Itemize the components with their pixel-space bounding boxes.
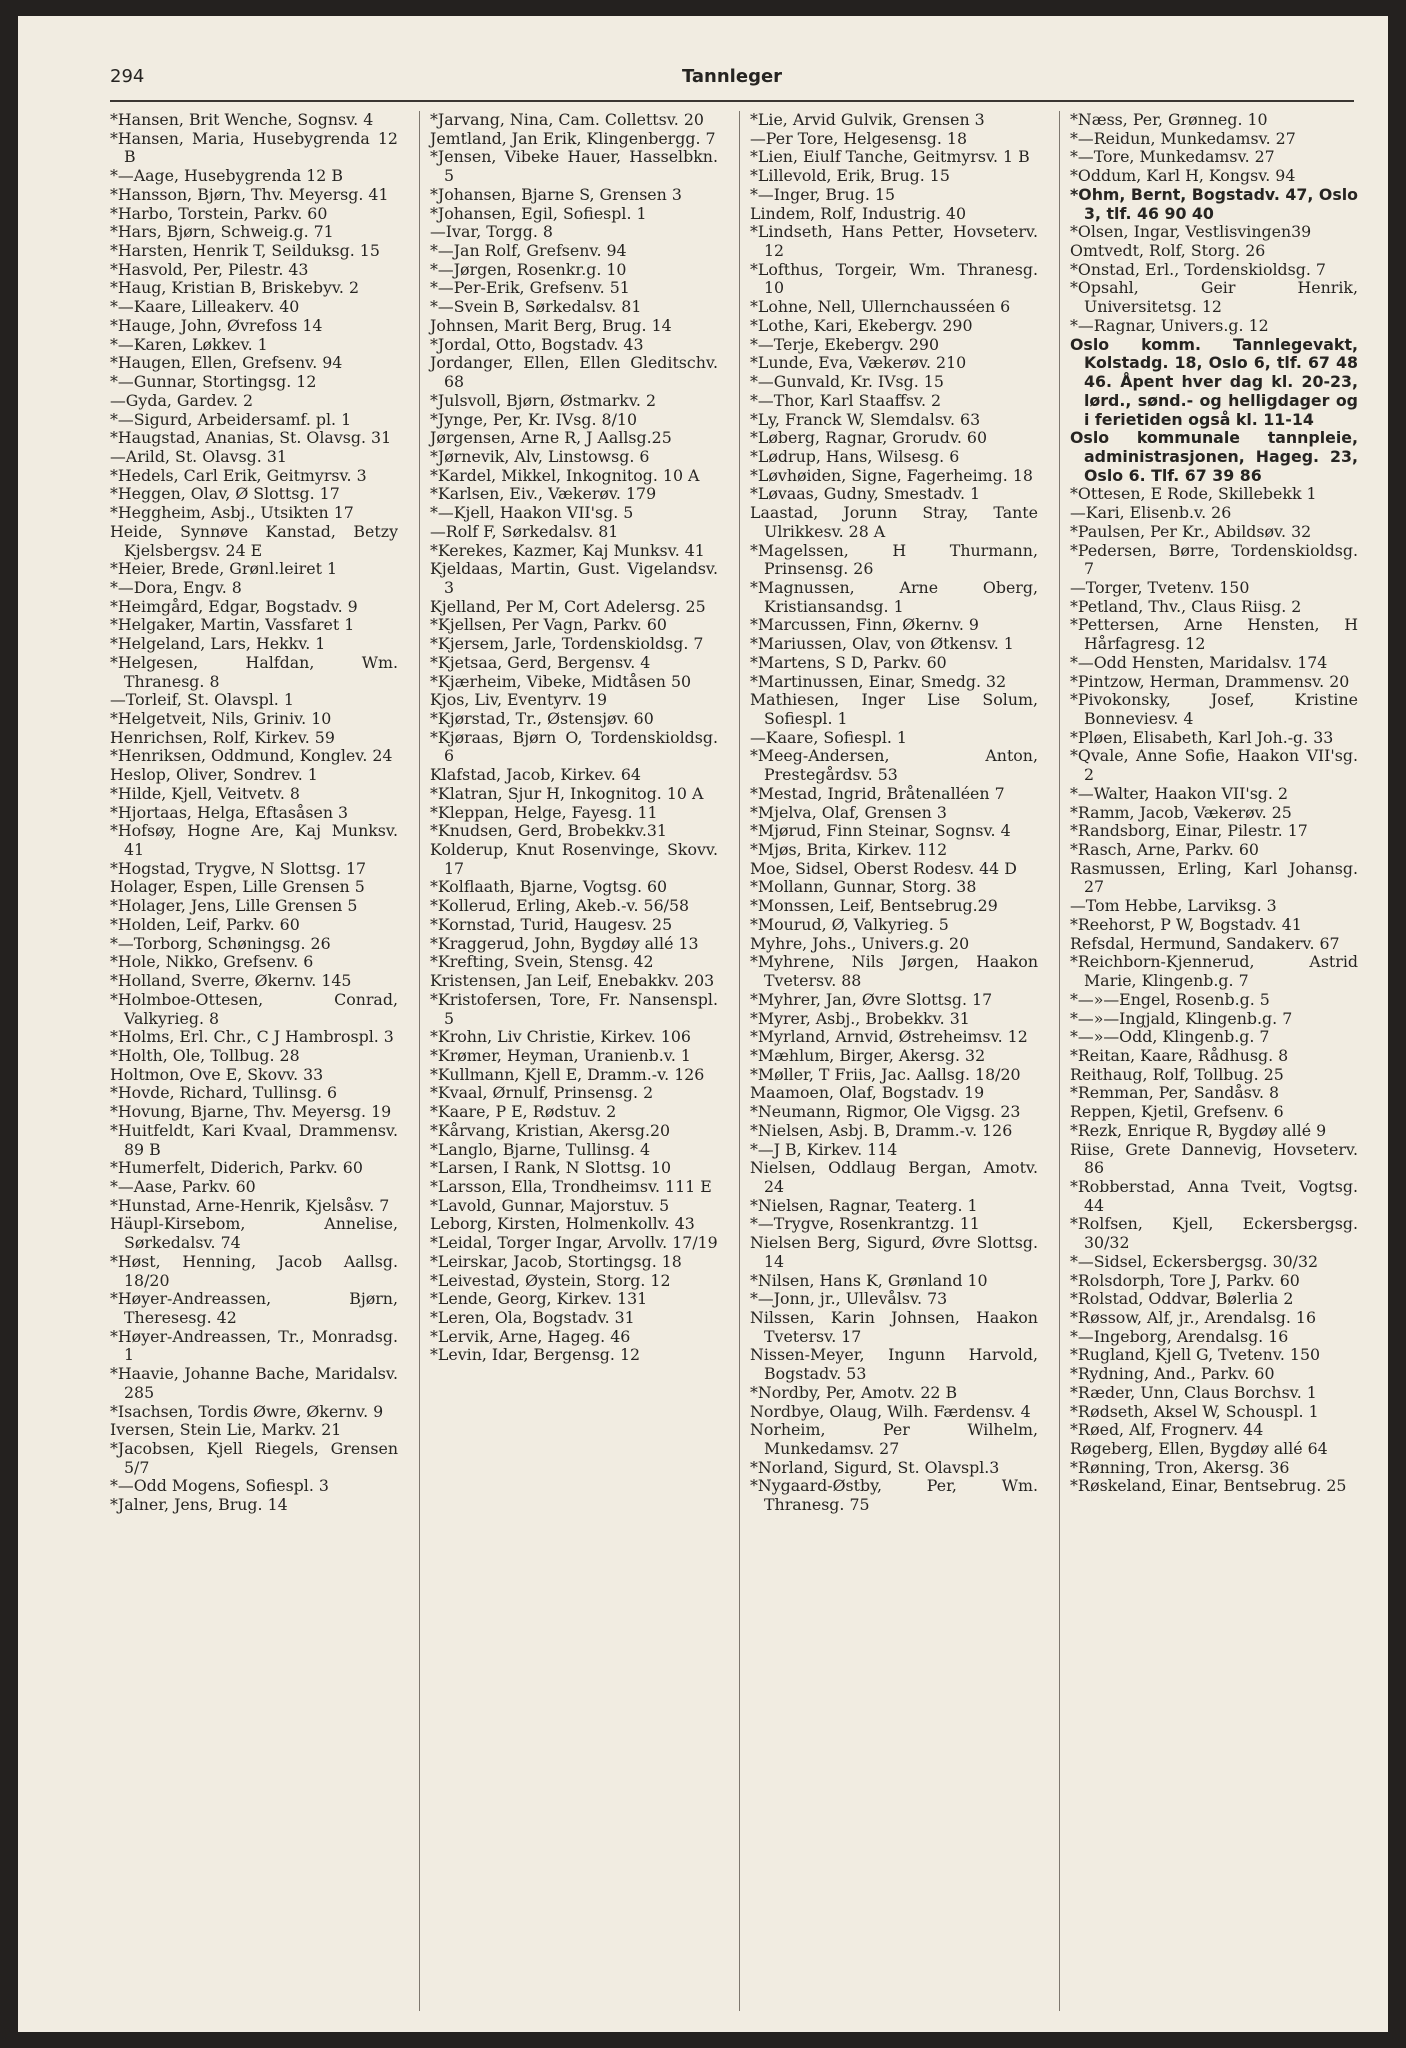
directory-entry: *Oddum, Karl H, Kongsv. 94 xyxy=(1070,166,1296,186)
directory-entry: —Per Tore, Helgesensg. 18 xyxy=(750,128,968,148)
directory-entry: *Kleppan, Helge, Fayesg. 11 xyxy=(430,802,658,822)
page-number: 294 xyxy=(110,66,145,87)
directory-entry: *Lie, Arvid Gulvik, Grensen 3 xyxy=(750,110,985,129)
directory-entry: *Røed, Alf, Frognerv. 44 xyxy=(1070,1420,1264,1440)
directory-entry: —Kari, Elisenb.v. 26 xyxy=(1070,503,1232,523)
directory-entry: *—Reidun, Munkedamsv. 27 xyxy=(1070,128,1296,148)
directory-entry: *Robberstad, Anna Tveit, Vogtsg. 44 xyxy=(1070,1176,1358,1215)
directory-entry: *—Aage, Husebygrenda 12 B xyxy=(110,166,343,186)
directory-entry: Nissen-Meyer, Ingunn Harvold, Bogstadv. 53 xyxy=(750,1345,1038,1384)
directory-entry: *Hansen, Maria, Husebygrenda 12 B xyxy=(110,128,398,167)
directory-entry: *Norland, Sigurd, St. Olavspl.3 xyxy=(750,1457,1000,1477)
directory-entry: —Kaare, Sofiespl. 1 xyxy=(750,727,907,747)
directory-entry: *Hauge, John, Øvrefoss 14 xyxy=(110,315,323,335)
directory-entry: *Mjelva, Olaf, Grensen 3 xyxy=(750,802,947,822)
directory-entry: *Haavie, Johanne Bache, Maridalsv. 285 xyxy=(110,1364,398,1402)
directory-entry: Maamoen, Olaf, Bogstadv. 19 xyxy=(750,1083,985,1103)
directory-entry: *Lothe, Kari, Ekebergv. 290 xyxy=(750,315,973,335)
directory-entry: *Haugen, Ellen, Grefsenv. 94 xyxy=(110,353,343,373)
directory-entry: Riise, Grete Dannevig, Hovseterv. 86 xyxy=(1070,1139,1358,1178)
directory-entry: *—Per-Erik, Grefsenv. 51 xyxy=(430,278,630,298)
directory-entry: Omtvedt, Rolf, Storg. 26 xyxy=(1070,241,1266,261)
directory-entry: *Holager, Jens, Lille Grensen 5 xyxy=(110,896,358,916)
directory-entry: Kjos, Liv, Eventyrv. 19 xyxy=(430,690,607,710)
directory-entry: *Pivokonsky, Josef, Kristine Bonneviesv. 4 xyxy=(1070,690,1358,728)
directory-entry: *Kraggerud, John, Bygdøy allé 13 xyxy=(430,933,699,953)
directory-entry: *Myhrene, Nils Jørgen, Haakon Tvetersv. 88 xyxy=(750,952,1038,991)
directory-entry: *Qvale, Anne Sofie, Haakon VII'sg. 2 xyxy=(1070,746,1358,785)
directory-entry: Myhre, Johs., Univers.g. 20 xyxy=(750,933,970,953)
directory-entry: *Ottesen, E Rode, Skillebekk 1 xyxy=(1070,484,1317,504)
directory-entry: *—J B, Kirkev. 114 xyxy=(750,1139,898,1159)
directory-entry: Nielsen Berg, Sigurd, Øvre Slottsg. 14 xyxy=(750,1233,1038,1271)
directory-entry: *Ohm, Bernt, Bogstadv. 47, Oslo 3, tlf. 46 90 40 xyxy=(1070,184,1358,223)
directory-entry: Laastad, Jorunn Stray, Tante Ulrikkesv. 28 A xyxy=(750,503,1038,541)
directory-entry: *Reichborn-Kjennerud, Astrid Marie, Klingenb.g. 7 xyxy=(1070,952,1358,991)
directory-entry: *Røssow, Alf, jr., Arendalsg. 16 xyxy=(1070,1308,1317,1327)
directory-entry: *Lillevold, Erik, Brug. 15 xyxy=(750,166,950,186)
directory-entry: *Klatran, Sjur H, Inkognitog. 10 A xyxy=(430,783,704,803)
directory-entry: *Høyer-Andreassen, Tr., Monradsg. 1 xyxy=(110,1326,398,1365)
directory-entry: *Reehorst, P W, Bogstadv. 41 xyxy=(1070,914,1302,934)
directory-entry: *—Jan Rolf, Grefsenv. 94 xyxy=(430,241,627,261)
directory-entry: *Martens, S D, Parkv. 60 xyxy=(750,652,947,672)
directory-entry: *—Jonn, jr., Ullevålsv. 73 xyxy=(750,1289,948,1309)
directory-entry: *Harsten, Henrik T, Seilduksg. 15 xyxy=(110,241,380,261)
directory-entry: *Julsvoll, Bjørn, Østmarkv. 2 xyxy=(430,390,657,410)
directory-entry: *Rolfsen, Kjell, Eckersbergsg. 30/32 xyxy=(1070,1214,1358,1253)
directory-entry: *Kvaal, Ørnulf, Prinsensg. 2 xyxy=(430,1083,654,1103)
directory-entry: *Helgaker, Martin, Vassfaret 1 xyxy=(110,615,355,635)
directory-entry: *Haugstad, Ananias, St. Olavsg. 31 xyxy=(110,428,392,448)
directory-entry: *Holden, Leif, Parkv. 60 xyxy=(110,914,300,934)
column-divider xyxy=(419,111,420,2011)
directory-entry: *Heggheim, Asbj., Utsikten 17 xyxy=(110,503,354,523)
directory-entry: *Lien, Eiulf Tanche, Geitmyrsv. 1 B xyxy=(750,147,1030,167)
directory-entry: *Hars, Bjørn, Schweig.g. 71 xyxy=(110,222,334,242)
directory-entry: *Røskeland, Einar, Bentsebrug. 25 xyxy=(1070,1476,1347,1496)
directory-entry: *Pettersen, Arne Hensten, H Hårfagresg. 12 xyxy=(1070,615,1358,654)
directory-entry: *Haug, Kristian B, Briskebyv. 2 xyxy=(110,278,360,298)
directory-entry: *—Svein B, Sørkedalsv. 81 xyxy=(430,297,642,317)
directory-entry: *Henriksen, Oddmund, Konglev. 24 xyxy=(110,746,393,766)
directory-entry: *Mæhlum, Birger, Akersg. 32 xyxy=(750,1045,986,1065)
directory-entry: *Kjellsen, Per Vagn, Parkv. 60 xyxy=(430,615,667,635)
directory-entry: *Næss, Per, Grønneg. 10 xyxy=(1070,110,1268,129)
directory-entry: *Holland, Sverre, Økernv. 145 xyxy=(110,971,352,991)
directory-entry: *—Tore, Munkedamsv. 27 xyxy=(1070,147,1275,167)
directory-entry: Johnsen, Marit Berg, Brug. 14 xyxy=(430,315,672,335)
directory-entry: *—Inger, Brug. 15 xyxy=(750,184,896,204)
directory-entry: *Ramm, Jacob, Vækerøv. 25 xyxy=(1070,802,1292,822)
directory-entry: —Gyda, Gardev. 2 xyxy=(110,390,254,410)
directory-entry: —Torger, Tvetenv. 150 xyxy=(1070,577,1250,597)
directory-entry: *Helgesen, Halfdan, Wm. Thranesg. 8 xyxy=(110,652,398,691)
directory-entry: *Jordal, Otto, Bogstadv. 43 xyxy=(430,334,644,354)
directory-entry: *Reitan, Kaare, Rådhusg. 8 xyxy=(1070,1045,1289,1065)
directory-entry: Heslop, Oliver, Sondrev. 1 xyxy=(110,765,318,785)
directory-entry: *Mourud, Ø, Valkyrieg. 5 xyxy=(750,914,949,934)
directory-entry: —Ivar, Torgg. 8 xyxy=(430,222,553,242)
directory-entry: *Løvhøiden, Signe, Fagerheimg. 18 xyxy=(750,465,1033,485)
directory-entry: *Kardel, Mikkel, Inkognitog. 10 A xyxy=(430,465,700,485)
directory-entry: Kristensen, Jan Leif, Enebakkv. 203 xyxy=(430,971,715,991)
directory-entry: *Hogstad, Trygve, N Slottsg. 17 xyxy=(110,858,367,878)
directory-entry: *Hovde, Richard, Tullinsg. 6 xyxy=(110,1083,338,1103)
directory-entry: Kjeldaas, Martin, Gust. Vigelandsv. 3 xyxy=(430,559,718,597)
directory-entry: *Nygaard-Østby, Per, Wm. Thranesg. 75 xyxy=(750,1476,1038,1515)
directory-entry: Jørgensen, Arne R, J Aallsg.25 xyxy=(430,428,672,448)
directory-entry: *Magelssen, H Thurmann, Prinsensg. 26 xyxy=(750,540,1038,579)
directory-entry: *Humerfelt, Diderich, Parkv. 60 xyxy=(110,1158,363,1178)
directory-entry: *Kjærheim, Vibeke, Midtåsen 50 xyxy=(430,671,692,691)
directory-entry: *Onstad, Erl., Tordenskioldsg. 7 xyxy=(1070,259,1326,279)
directory-entry: *Lindseth, Hans Petter, Hovseterv. 12 xyxy=(750,222,1038,261)
directory-column-4 xyxy=(1070,111,1358,1496)
directory-entry: *Leivestad, Øystein, Storg. 12 xyxy=(430,1270,671,1290)
directory-entry: *Krohn, Liv Christie, Kirkev. 106 xyxy=(430,1027,691,1047)
directory-entry: *Myrer, Asbj., Brobekkv. 31 xyxy=(750,1008,970,1028)
directory-entry: *Ræder, Unn, Claus Borchsv. 1 xyxy=(1070,1382,1317,1402)
directory-entry: *Jarvang, Nina, Cam. Collettsv. 20 xyxy=(430,110,704,129)
directory-entry: *Kjetsaa, Gerd, Bergensv. 4 xyxy=(430,652,651,672)
directory-entry: Oslo kommunale tannpleie, administrasjonen, Hageg. 23, Oslo 6. Tlf. 67 39 86 xyxy=(1070,428,1358,485)
directory-entry: *Hole, Nikko, Grefsenv. 6 xyxy=(110,952,314,972)
directory-entry: *Høst, Henning, Jacob Aallsg. 18/20 xyxy=(110,1251,398,1290)
directory-entry: *Johansen, Bjarne S, Grensen 3 xyxy=(430,184,682,204)
directory-entry: *Holth, Ole, Tollbug. 28 xyxy=(110,1045,300,1065)
directory-entry: Holager, Espen, Lille Grensen 5 xyxy=(110,877,365,897)
directory-entry: *Jørnevik, Alv, Linstowsg. 6 xyxy=(430,446,650,466)
page-header xyxy=(110,66,1354,100)
directory-entry: Rasmussen, Erling, Karl Johansg. 27 xyxy=(1070,858,1358,897)
directory-entry: *Løberg, Ragnar, Grorudv. 60 xyxy=(750,428,988,448)
directory-entry: *Kolflaath, Bjarne, Vogtsg. 60 xyxy=(430,877,668,897)
directory-entry: *Hilde, Kjell, Veitvetv. 8 xyxy=(110,783,300,803)
directory-entry: *Myrland, Arnvid, Østreheimsv. 12 xyxy=(750,1027,1028,1047)
directory-entry: *Krefting, Svein, Stensg. 42 xyxy=(430,952,654,972)
directory-entry: *—Karen, Løkkev. 1 xyxy=(110,334,268,354)
directory-column-2 xyxy=(430,111,718,1365)
directory-entry: *Lunde, Eva, Vækerøv. 210 xyxy=(750,353,967,373)
directory-entry: —Arild, St. Olavsg. 31 xyxy=(110,446,287,466)
directory-entry: *Kjørstad, Tr., Østensjøv. 60 xyxy=(430,709,654,728)
directory-entry: *Rugland, Kjell G, Tvetenv. 150 xyxy=(1070,1345,1321,1365)
directory-entry: *Huitfeldt, Kari Kvaal, Drammensv. 89 B xyxy=(110,1120,398,1159)
directory-entry: Henrichsen, Rolf, Kirkev. 59 xyxy=(110,727,335,747)
directory-entry: *—»—Odd, Klingenb.g. 7 xyxy=(1070,1027,1270,1047)
directory-entry: *—Sigurd, Arbeidersamf. pl. 1 xyxy=(110,409,352,429)
directory-entry: *Leirskar, Jacob, Stortingsg. 18 xyxy=(430,1251,682,1271)
directory-entry: *Hunstad, Arne-Henrik, Kjelsåsv. 7 xyxy=(110,1195,390,1215)
directory-entry: *Nordby, Per, Amotv. 22 B xyxy=(750,1382,958,1402)
directory-entry: *Kjersem, Jarle, Tordenskioldsg. 7 xyxy=(430,634,704,654)
directory-entry: *Nielsen, Ragnar, Teaterg. 1 xyxy=(750,1195,978,1215)
directory-entry: *Mjøs, Brita, Kirkev. 112 xyxy=(750,840,948,860)
directory-entry: *Petland, Thv., Claus Riisg. 2 xyxy=(1070,596,1302,616)
column-divider xyxy=(1059,111,1060,2011)
directory-entry: *Neumann, Rigmor, Ole Vigsg. 23 xyxy=(750,1102,1021,1122)
directory-entry: *Helgeland, Lars, Hekkv. 1 xyxy=(110,634,326,654)
directory-entry: *Martinussen, Einar, Smedg. 32 xyxy=(750,671,1007,691)
directory-entry: Nilssen, Karin Johnsen, Haakon Tvetersv. 17 xyxy=(750,1308,1038,1346)
directory-entry: *Lødrup, Hans, Wilsesg. 6 xyxy=(750,446,960,466)
directory-entry: Reithaug, Rolf, Tollbug. 25 xyxy=(1070,1064,1284,1084)
directory-entry: *Isachsen, Tordis Øwre, Økernv. 9 xyxy=(110,1401,384,1421)
directory-entry: *Jacobsen, Kjell Riegels, Grensen 5/7 xyxy=(110,1439,398,1477)
directory-entry: *Lofthus, Torgeir, Wm. Thranesg. 10 xyxy=(750,259,1038,298)
directory-entry: —Tom Hebbe, Larviksg. 3 xyxy=(1070,896,1277,916)
directory-entry: *Karlsen, Eiv., Vækerøv. 179 xyxy=(430,484,657,504)
directory-entry: *Høyer-Andreassen, Bjørn, Theresesg. 42 xyxy=(110,1289,398,1327)
directory-entry: *Olsen, Ingar, Vestlisvingen39 xyxy=(1070,222,1312,242)
directory-entry: Nordbye, Olaug, Wilh. Færdensv. 4 xyxy=(750,1401,1031,1421)
directory-entry: *Rasch, Arne, Parkv. 60 xyxy=(1070,840,1259,860)
directory-entry: *Hasvold, Per, Pilestr. 43 xyxy=(110,259,309,279)
directory-entry: *Hofsøy, Hogne Are, Kaj Munksv. 41 xyxy=(110,821,398,860)
directory-column-1 xyxy=(110,111,398,1515)
directory-entry: *Heier, Brede, Grønl.leiret 1 xyxy=(110,559,337,579)
directory-entry: *Larsen, I Rank, N Slottsg. 10 xyxy=(430,1158,672,1178)
directory-entry: Nielsen, Oddlaug Bergan, Amotv. 24 xyxy=(750,1158,1038,1196)
directory-entry: *Kerekes, Kazmer, Kaj Munksv. 41 xyxy=(430,540,705,560)
directory-entry: *Heggen, Olav, Ø Slottsg. 17 xyxy=(110,484,340,504)
directory-entry: *Holmboe-Ottesen, Conrad, Valkyrieg. 8 xyxy=(110,989,398,1028)
directory-entry: *Kornstad, Turid, Haugesv. 25 xyxy=(430,914,673,934)
header-rule xyxy=(110,100,1354,102)
directory-entry: *Rødseth, Aksel W, Schouspl. 1 xyxy=(1070,1401,1319,1421)
directory-entry: *Opsahl, Geir Henrik, Universitetsg. 12 xyxy=(1070,278,1358,317)
directory-entry: *Mariussen, Olav, von Øtkensv. 1 xyxy=(750,634,1014,654)
directory-entry: —Torleif, St. Olavspl. 1 xyxy=(110,690,294,710)
directory-entry: *Larsson, Ella, Trondheimsv. 111 E xyxy=(430,1176,712,1196)
directory-entry: *—Ragnar, Univers.g. 12 xyxy=(1070,315,1269,335)
directory-entry: Norheim, Per Wilhelm, Munkedamsv. 27 xyxy=(750,1420,1038,1459)
directory-entry: *Mjørud, Finn Steinar, Sognsv. 4 xyxy=(750,821,1011,841)
directory-entry: *Helgetveit, Nils, Griniv. 10 xyxy=(110,709,332,728)
directory-entry: *Krømer, Heyman, Uranienb.v. 1 xyxy=(430,1045,691,1065)
directory-entry: *Rolsdorph, Tore J, Parkv. 60 xyxy=(1070,1270,1300,1290)
directory-entry: *—Kaare, Lilleakerv. 40 xyxy=(110,297,300,317)
directory-entry: *Hedels, Carl Erik, Geitmyrsv. 3 xyxy=(110,465,367,485)
directory-entry: *Pedersen, Børre, Tordenskioldsg. 7 xyxy=(1070,540,1358,579)
directory-entry: Mathiesen, Inger Lise Solum, Sofiespl. 1 xyxy=(750,690,1038,728)
directory-entry: Røgeberg, Ellen, Bygdøy allé 64 xyxy=(1070,1439,1328,1459)
directory-entry: *Marcussen, Finn, Økernv. 9 xyxy=(750,615,979,635)
directory-entry: *Lervik, Arne, Hageg. 46 xyxy=(430,1326,631,1346)
directory-entry: Oslo komm. Tannlegevakt, Kolstadg. 18, Oslo 6, tlf. 67 48 46. Åpent hver dag kl. 20-23, lørd., sønd.- og helligdager og i ferietiden også kl. 11-14 xyxy=(1070,334,1358,429)
directory-entry: *Nilsen, Hans K, Grønland 10 xyxy=(750,1270,988,1290)
directory-entry: *Randsborg, Einar, Pilestr. 17 xyxy=(1070,821,1308,841)
directory-entry: *Monssen, Leif, Bentsebrug.29 xyxy=(750,896,998,916)
directory-entry: Kolderup, Knut Rosenvinge, Skovv. 17 xyxy=(430,840,718,878)
directory-entry: *Rolstad, Oddvar, Bølerlia 2 xyxy=(1070,1289,1294,1309)
directory-entry: *Ly, Franck W, Slemdalsv. 63 xyxy=(750,409,981,429)
directory-entry: *—Trygve, Rosenkrantzg. 11 xyxy=(750,1214,980,1234)
directory-entry: *Kullmann, Kjell E, Dramm.-v. 126 xyxy=(430,1064,705,1084)
directory-entry: Klafstad, Jacob, Kirkev. 64 xyxy=(430,765,641,785)
directory-entry: *—Thor, Karl Staaffsv. 2 xyxy=(750,390,942,410)
section-title: Tannleger xyxy=(681,66,783,87)
directory-entry: *Remman, Per, Sandåsv. 8 xyxy=(1070,1083,1280,1103)
directory-entry: *—Gunnar, Stortingsg. 12 xyxy=(110,372,317,392)
directory-entry: Leborg, Kirsten, Holmenkollv. 43 xyxy=(430,1214,695,1234)
directory-column-3 xyxy=(750,111,1038,1515)
directory-entry: *—»—Ingjald, Klingenb.g. 7 xyxy=(1070,1008,1293,1028)
directory-entry: *Pløen, Elisabeth, Karl Joh.-g. 33 xyxy=(1070,727,1334,747)
directory-entry: *Nielsen, Asbj. B, Dramm.-v. 126 xyxy=(750,1120,1013,1140)
directory-entry: *—»—Engel, Rosenb.g. 5 xyxy=(1070,989,1270,1009)
directory-entry: *—Ingeborg, Arendalsg. 16 xyxy=(1070,1326,1289,1346)
directory-entry: —Rolf F, Sørkedalsv. 81 xyxy=(430,521,619,541)
directory-entry: *Kjøraas, Bjørn O, Tordenskioldsg. 6 xyxy=(430,727,718,766)
directory-entry: *Heimgård, Edgar, Bogstadv. 9 xyxy=(110,596,358,616)
directory-entry: *Kollerud, Erling, Akeb.-v. 56/58 xyxy=(430,896,690,916)
directory-entry: Häupl-Kirsebom, Annelise, Sørkedalsv. 74 xyxy=(110,1214,398,1253)
directory-entry: *—Jørgen, Rosenkr.g. 10 xyxy=(430,259,627,279)
directory-entry: *—Walter, Haakon VII'sg. 2 xyxy=(1070,783,1289,803)
directory-entry: *—Dora, Engv. 8 xyxy=(110,577,242,597)
column-divider xyxy=(739,111,740,2011)
directory-entry: *—Gunvald, Kr. IVsg. 15 xyxy=(750,372,944,392)
directory-entry: Moe, Sidsel, Oberst Rodesv. 44 D xyxy=(750,858,1017,878)
directory-entry: *—Sidsel, Eckersbergsg. 30/32 xyxy=(1070,1251,1319,1271)
directory-entry: Jemtland, Jan Erik, Klingenbergg. 7 xyxy=(430,128,716,148)
directory-entry: Reppen, Kjetil, Grefsenv. 6 xyxy=(1070,1102,1284,1122)
directory-entry: *Kristofersen, Tore, Fr. Nansenspl. 5 xyxy=(430,989,718,1028)
directory-entry: *Mollann, Gunnar, Storg. 38 xyxy=(750,877,977,897)
directory-entry: *Harbo, Torstein, Parkv. 60 xyxy=(110,203,328,223)
directory-entry: *Lohne, Nell, Ullernchausséen 6 xyxy=(750,297,1011,317)
directory-entry: *Lende, Georg, Kirkev. 131 xyxy=(430,1289,648,1309)
directory-entry: *Jynge, Per, Kr. IVsg. 8/10 xyxy=(430,409,638,429)
directory-entry: *Jensen, Vibeke Hauer, Hasselbkn. 5 xyxy=(430,147,718,186)
directory-entry: *Langlo, Bjarne, Tullinsg. 4 xyxy=(430,1139,651,1159)
directory-entry: *Kaare, P E, Rødstuv. 2 xyxy=(430,1102,617,1122)
directory-entry: *Meeg-Andersen, Anton, Prestegårdsv. 53 xyxy=(750,746,1038,785)
directory-entry: *Lavold, Gunnar, Majorstuv. 5 xyxy=(430,1195,670,1215)
directory-entry: *Jalner, Jens, Brug. 14 xyxy=(110,1495,288,1515)
directory-entry: *Løvaas, Gudny, Smestadv. 1 xyxy=(750,484,981,504)
directory-entry: *—Kjell, Haakon VII'sg. 5 xyxy=(430,503,634,523)
directory-entry: *Kårvang, Kristian, Akersg.20 xyxy=(430,1120,671,1140)
directory-entry: *Leren, Ola, Bogstadv. 31 xyxy=(430,1308,635,1327)
directory-page xyxy=(18,16,1388,2032)
directory-entry: *—Torborg, Schøningsg. 26 xyxy=(110,933,331,953)
directory-entry: Refsdal, Hermund, Sandakerv. 67 xyxy=(1070,933,1340,953)
directory-entry: Lindem, Rolf, Industrig. 40 xyxy=(750,203,966,223)
directory-entry: *Myhrer, Jan, Øvre Slottsg. 17 xyxy=(750,989,993,1009)
directory-entry: *Leidal, Torger Ingar, Arvollv. 17/19 xyxy=(430,1233,718,1253)
directory-entry: *—Terje, Ekebergv. 290 xyxy=(750,334,940,354)
directory-entry: *Pintzow, Herman, Drammensv. 20 xyxy=(1070,671,1350,691)
directory-entry: *Hjortaas, Helga, Eftasåsen 3 xyxy=(110,802,349,822)
directory-entry: *Rydning, And., Parkv. 60 xyxy=(1070,1364,1275,1384)
directory-entry: Holtmon, Ove E, Skovv. 33 xyxy=(110,1064,324,1084)
directory-entry: Heide, Synnøve Kanstad, Betzy Kjelsbergsv. 24 E xyxy=(110,521,398,560)
directory-entry: *Rønning, Tron, Akersg. 36 xyxy=(1070,1457,1290,1477)
directory-entry: *Magnussen, Arne Oberg, Kristiansandsg. 1 xyxy=(750,577,1038,616)
directory-entry: Kjelland, Per M, Cort Adelersg. 25 xyxy=(430,596,706,616)
directory-entry: *—Aase, Parkv. 60 xyxy=(110,1176,256,1196)
directory-entry: *Knudsen, Gerd, Brobekkv.31 xyxy=(430,821,667,841)
directory-entry: *Holms, Erl. Chr., C J Hambrospl. 3 xyxy=(110,1027,394,1047)
directory-entry: *Johansen, Egil, Sofiespl. 1 xyxy=(430,203,647,223)
directory-entry: *Levin, Idar, Bergensg. 12 xyxy=(430,1345,641,1365)
directory-entry: *Hovung, Bjarne, Thv. Meyersg. 19 xyxy=(110,1102,392,1122)
directory-entry: *Rezk, Enrique R, Bygdøy allé 9 xyxy=(1070,1120,1327,1140)
directory-entry: *Møller, T Friis, Jac. Aallsg. 18/20 xyxy=(750,1064,1021,1084)
directory-entry: *Mestad, Ingrid, Bråtenalléen 7 xyxy=(750,783,1005,803)
directory-entry: *Hansen, Brit Wenche, Sognsv. 4 xyxy=(110,110,374,129)
directory-entry: *Hansson, Bjørn, Thv. Meyersg. 41 xyxy=(110,184,389,204)
directory-entry: *Paulsen, Per Kr., Abildsøv. 32 xyxy=(1070,521,1312,541)
directory-entry: Jordanger, Ellen, Ellen Gleditschv. 68 xyxy=(430,353,718,392)
directory-entry: Iversen, Stein Lie, Markv. 21 xyxy=(110,1420,342,1440)
directory-entry: *—Odd Mogens, Sofiespl. 3 xyxy=(110,1476,329,1496)
directory-entry: *—Odd Hensten, Maridalsv. 174 xyxy=(1070,652,1328,672)
